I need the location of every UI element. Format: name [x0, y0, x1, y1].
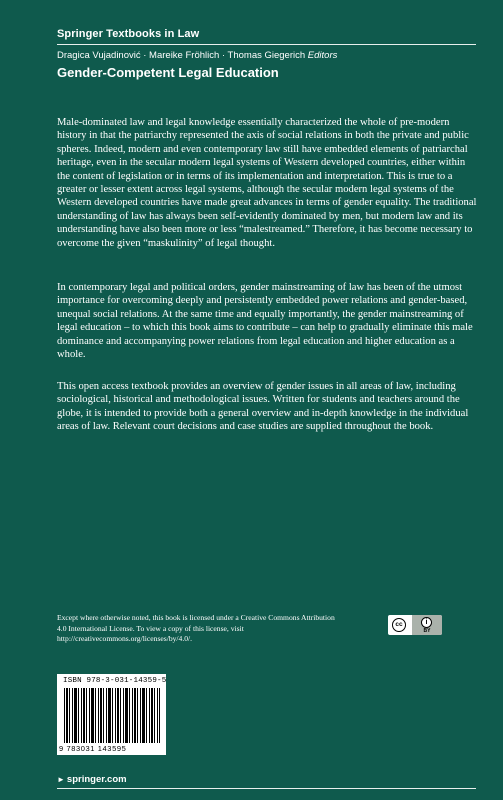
blurb-paragraph-2: In contemporary legal and political orders, gender mainstreaming of law has been of the utmost importance for overcoming deeply and persistently embedded power relations and gender-based, unequal social relations. At the same time and equally importantly, the gender mainstreaming of legal education – to which this book aims to contribute – can help to gradually eliminate this male dominance and accompanying power relations from legal education and higher education as a whole.	[57, 282, 473, 361]
series-name: Springer Textbooks in Law	[57, 28, 200, 40]
license-text: Except where otherwise noted, this book is licensed under a Creative Commons Attribution 4.0 International License. To view a copy of this license, visit http://creativecommons.org/licenses/by/4.0/.	[57, 613, 335, 643]
blurb-paragraph-1: Male-dominated law and legal knowledge essentially characterized the whole of pre-modern history in that the patriarchy represented the axis of social relations in both the private and public spheres. Indeed, modern and even contemporary law still have embedded elements of patriarchal heritage, even in the secular modern legal systems of Western developed countries, either within the content of legislation or in terms of its implementation and interpretation. This is true to a greater or lesser extent across legal systems, although the secular modern legal systems of the Western developed countries have made great advances in terms of gender equality. The traditional understanding of law has always been self-evidently dominated by men, but modern law and its understanding have also been more or less “malestreamed.” Therefore, it has become necessary to overcome the given “maskulinity” of legal thought.	[57, 117, 477, 249]
bottom-rule	[57, 788, 476, 789]
top-rule	[57, 44, 476, 45]
blurb-paragraph-3: This open access textbook provides an overview of gender issues in all areas of law, including sociological, historical and methodological issues. Written for students and teachers around the globe, it is intended to provide both a general overview and in-depth knowledge in the individual areas of law. Relevant court decisions and case studies are supplied throughout the book.	[57, 381, 469, 433]
editors-line	[57, 50, 337, 61]
cc-icon: cc	[392, 618, 406, 632]
barcode-digits: 9 783031 143595	[59, 744, 127, 753]
barcode	[57, 674, 166, 755]
arrow-right-icon: ►	[57, 775, 65, 784]
site-label: springer.com	[66, 774, 127, 785]
barcode-bars	[64, 688, 160, 743]
editors-role: Editors	[307, 50, 338, 61]
by-label: BY	[423, 628, 431, 634]
person-icon: i	[421, 617, 432, 628]
book-title: Gender-Competent Legal Education	[57, 65, 279, 80]
publisher-site	[57, 774, 127, 785]
by-section	[412, 615, 442, 635]
isbn-label: ISBN 978-3-031-14359-5	[63, 677, 167, 685]
cc-by-badge	[388, 615, 442, 635]
editors-names: Dragica Vujadinović · Mareike Fröhlich · Thomas Giegerich	[57, 50, 306, 61]
